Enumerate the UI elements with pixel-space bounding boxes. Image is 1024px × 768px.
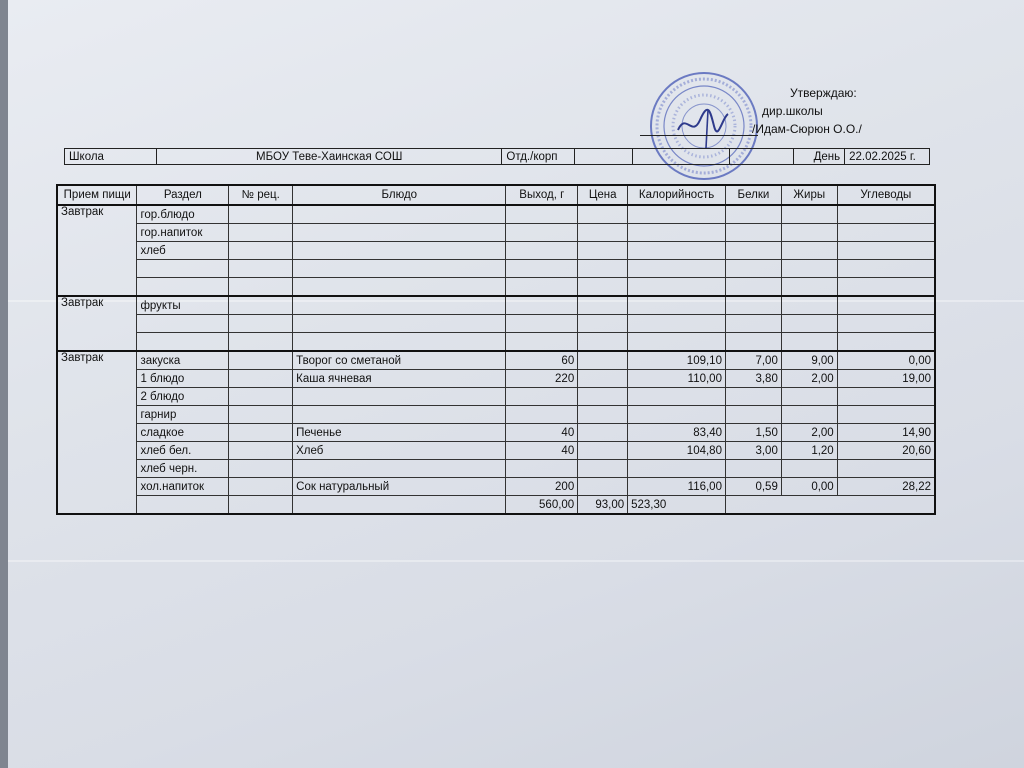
fat-cell	[781, 260, 837, 278]
column-header: № рец.	[229, 185, 293, 205]
section-cell	[137, 260, 229, 278]
dish-cell	[293, 296, 506, 315]
carbs-cell	[837, 278, 935, 297]
day-label: День	[794, 149, 845, 165]
recipe-cell	[229, 205, 293, 224]
kcal-cell: 109,10	[628, 351, 726, 370]
carbs-cell	[837, 296, 935, 315]
section-cell: гор.блюдо	[137, 205, 229, 224]
kcal-cell: 110,00	[628, 370, 726, 388]
price-cell	[578, 242, 628, 260]
approval-name: /Идам-Сюрюн О.О./	[752, 122, 862, 136]
column-header: Выход, г	[506, 185, 578, 205]
dept-label: Отд./корп	[502, 149, 575, 165]
price-cell	[578, 351, 628, 370]
section-cell	[137, 333, 229, 352]
yield-cell	[506, 460, 578, 478]
recipe-cell	[229, 351, 293, 370]
table-row	[57, 224, 935, 242]
table-row	[57, 406, 935, 424]
carbs-cell	[837, 260, 935, 278]
protein-cell	[725, 242, 781, 260]
table-row	[57, 424, 935, 442]
price-cell	[578, 478, 628, 496]
column-header: Прием пищи	[57, 185, 137, 205]
price-cell	[578, 424, 628, 442]
yield-cell	[506, 315, 578, 333]
protein-cell: 3,00	[725, 442, 781, 460]
dish-cell	[293, 242, 506, 260]
recipe-cell	[229, 260, 293, 278]
school-name: МБОУ Теве-Хаинская СОШ	[157, 149, 502, 165]
recipe-cell	[229, 224, 293, 242]
protein-cell	[725, 460, 781, 478]
fat-cell	[781, 296, 837, 315]
carbs-cell: 19,00	[837, 370, 935, 388]
protein-cell	[725, 205, 781, 224]
section-cell: хлеб черн.	[137, 460, 229, 478]
kcal-cell	[628, 296, 726, 315]
price-cell	[578, 260, 628, 278]
price-cell	[578, 406, 628, 424]
meal-cell: Завтрак	[57, 351, 137, 514]
yield-cell	[506, 296, 578, 315]
protein-cell	[725, 315, 781, 333]
carbs-cell	[837, 224, 935, 242]
column-header: Белки	[725, 185, 781, 205]
section-cell: хлеб бел.	[137, 442, 229, 460]
protein-cell: 3,80	[725, 370, 781, 388]
recipe-cell	[229, 478, 293, 496]
column-header: Углеводы	[837, 185, 935, 205]
protein-cell	[725, 406, 781, 424]
table-row	[57, 388, 935, 406]
section-cell: хол.напиток	[137, 478, 229, 496]
table-row	[57, 296, 935, 315]
dish-cell: Хлеб	[293, 442, 506, 460]
table-row	[57, 351, 935, 370]
recipe-cell	[229, 278, 293, 297]
section-cell: 2 блюдо	[137, 388, 229, 406]
fat-cell: 1,20	[781, 442, 837, 460]
fat-cell	[781, 315, 837, 333]
section-cell: фрукты	[137, 296, 229, 315]
yield-cell: 60	[506, 351, 578, 370]
recipe-cell	[229, 442, 293, 460]
menu-table	[56, 184, 936, 515]
carbs-cell: 28,22	[837, 478, 935, 496]
table-row	[57, 315, 935, 333]
yield-cell	[506, 333, 578, 352]
protein-cell	[725, 260, 781, 278]
yield-cell	[506, 224, 578, 242]
protein-cell	[725, 224, 781, 242]
section-cell	[137, 315, 229, 333]
fat-cell: 0,00	[781, 478, 837, 496]
fat-cell	[781, 460, 837, 478]
school-seal-stamp	[648, 70, 760, 182]
price-cell	[578, 205, 628, 224]
price-cell	[578, 224, 628, 242]
yield-cell: 40	[506, 442, 578, 460]
section-cell: гор.напиток	[137, 224, 229, 242]
dept-value	[575, 149, 633, 165]
price-cell	[578, 333, 628, 352]
header-table	[64, 148, 930, 165]
kcal-cell: 104,80	[628, 442, 726, 460]
fat-cell: 9,00	[781, 351, 837, 370]
yield-cell: 40	[506, 424, 578, 442]
recipe-cell	[229, 370, 293, 388]
recipe-cell	[229, 242, 293, 260]
table-row	[57, 460, 935, 478]
kcal-cell	[628, 460, 726, 478]
section-cell: хлеб	[137, 242, 229, 260]
dish-cell	[293, 278, 506, 297]
menu-body	[57, 205, 935, 514]
recipe-cell	[229, 406, 293, 424]
carbs-cell	[837, 315, 935, 333]
total-price-cell: 93,00	[578, 496, 628, 515]
yield-cell	[506, 388, 578, 406]
dish-cell: Творог со сметаной	[293, 351, 506, 370]
fat-cell	[781, 406, 837, 424]
protein-cell	[725, 333, 781, 352]
fat-cell	[781, 333, 837, 352]
fat-cell	[781, 205, 837, 224]
section-cell: сладкое	[137, 424, 229, 442]
kcal-cell	[628, 278, 726, 297]
table-row	[57, 370, 935, 388]
carbs-cell: 14,90	[837, 424, 935, 442]
carbs-cell: 20,60	[837, 442, 935, 460]
section-cell: 1 блюдо	[137, 370, 229, 388]
table-row	[57, 333, 935, 352]
dish-cell	[293, 315, 506, 333]
dish-cell: Сок натуральный	[293, 478, 506, 496]
recipe-cell	[229, 333, 293, 352]
signature-line	[640, 135, 758, 136]
approval-title: Утверждаю:	[790, 86, 857, 100]
yield-cell	[506, 406, 578, 424]
protein-cell: 1,50	[725, 424, 781, 442]
kcal-cell	[628, 242, 726, 260]
table-row	[57, 242, 935, 260]
yield-cell	[506, 278, 578, 297]
recipe-cell	[229, 460, 293, 478]
paper-crease	[8, 560, 1024, 562]
kcal-cell: 116,00	[628, 478, 726, 496]
kcal-cell	[628, 205, 726, 224]
section-cell: гарнир	[137, 406, 229, 424]
dish-cell	[293, 496, 506, 515]
fat-cell: 2,00	[781, 424, 837, 442]
school-label: Школа	[65, 149, 157, 165]
carbs-cell	[837, 242, 935, 260]
kcal-cell	[628, 260, 726, 278]
section-cell	[137, 278, 229, 297]
recipe-cell	[229, 496, 293, 515]
yield-cell	[506, 242, 578, 260]
table-row	[57, 442, 935, 460]
total-yield-cell: 560,00	[506, 496, 578, 515]
dish-cell: Каша ячневая	[293, 370, 506, 388]
fat-cell: 2,00	[781, 370, 837, 388]
price-cell	[578, 460, 628, 478]
total-row	[57, 496, 935, 515]
dish-cell	[293, 406, 506, 424]
date-value: 22.02.2025 г.	[845, 149, 930, 165]
protein-cell: 0,59	[725, 478, 781, 496]
kcal-cell	[628, 333, 726, 352]
column-header: Калорийность	[628, 185, 726, 205]
approval-position: дир.школы	[762, 104, 823, 118]
recipe-cell	[229, 388, 293, 406]
section-cell: закуска	[137, 351, 229, 370]
recipe-cell	[229, 424, 293, 442]
fat-cell	[781, 278, 837, 297]
kcal-cell	[628, 406, 726, 424]
meal-cell: Завтрак	[57, 205, 137, 296]
carbs-cell	[837, 406, 935, 424]
carbs-cell: 0,00	[837, 351, 935, 370]
table-row	[57, 205, 935, 224]
kcal-cell	[628, 388, 726, 406]
fat-cell	[781, 388, 837, 406]
yield-cell: 200	[506, 478, 578, 496]
meal-cell: Завтрак	[57, 296, 137, 351]
table-row	[57, 278, 935, 297]
price-cell	[578, 388, 628, 406]
price-cell	[578, 296, 628, 315]
header-empty-cell	[633, 149, 730, 165]
price-cell	[578, 370, 628, 388]
yield-cell	[506, 260, 578, 278]
total-empty-cell	[725, 496, 935, 515]
dish-cell	[293, 333, 506, 352]
protein-cell: 7,00	[725, 351, 781, 370]
dish-cell	[293, 260, 506, 278]
price-cell	[578, 442, 628, 460]
protein-cell	[725, 278, 781, 297]
column-header: Цена	[578, 185, 628, 205]
dish-cell	[293, 460, 506, 478]
kcal-cell	[628, 315, 726, 333]
column-header: Раздел	[137, 185, 229, 205]
protein-cell	[725, 388, 781, 406]
yield-cell	[506, 205, 578, 224]
dish-cell	[293, 388, 506, 406]
recipe-cell	[229, 296, 293, 315]
yield-cell: 220	[506, 370, 578, 388]
fat-cell	[781, 224, 837, 242]
kcal-cell: 83,40	[628, 424, 726, 442]
dish-cell	[293, 224, 506, 242]
kcal-cell	[628, 224, 726, 242]
section-cell	[137, 496, 229, 515]
carbs-cell	[837, 333, 935, 352]
table-row	[57, 478, 935, 496]
recipe-cell	[229, 315, 293, 333]
protein-cell	[725, 296, 781, 315]
price-cell	[578, 315, 628, 333]
dish-cell: Печенье	[293, 424, 506, 442]
column-header: Жиры	[781, 185, 837, 205]
total-kcal-cell: 523,30	[628, 496, 726, 515]
carbs-cell	[837, 388, 935, 406]
carbs-cell	[837, 205, 935, 224]
table-row	[57, 260, 935, 278]
price-cell	[578, 278, 628, 297]
column-header: Блюдо	[293, 185, 506, 205]
table-header-row	[57, 185, 935, 205]
carbs-cell	[837, 460, 935, 478]
header-empty-cell	[730, 149, 794, 165]
dish-cell	[293, 205, 506, 224]
fat-cell	[781, 242, 837, 260]
